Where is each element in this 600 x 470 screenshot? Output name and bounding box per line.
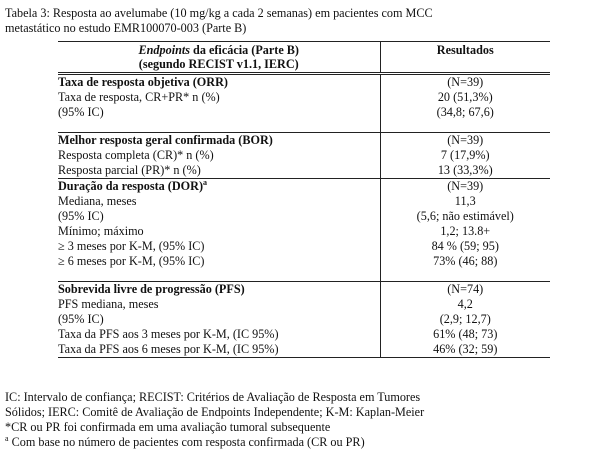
pfs-title: Sobrevida livre de progressão (PFS) bbox=[58, 282, 380, 298]
footnote-a-mark: a bbox=[5, 433, 9, 443]
table-row bbox=[58, 90, 550, 105]
footnote-abbrev-line-2: Sólidos; IERC: Comitê de Avaliação de Endpoints Independente; K-M: Kaplan-Meier bbox=[5, 405, 425, 419]
header-endpoints-line2: (segundo RECIST v1.1, IERC) bbox=[138, 57, 299, 71]
row-value: 73% (46; 88) bbox=[433, 254, 498, 268]
pfs-title-row bbox=[58, 282, 550, 298]
bor-n: (N=39) bbox=[380, 133, 550, 149]
table-row bbox=[58, 209, 550, 224]
header-endpoints-italic: Endpoints bbox=[138, 43, 190, 57]
row-value: 84 % (59; 95) bbox=[431, 239, 499, 253]
row-value: 20 (51,3%) bbox=[437, 90, 493, 104]
row-value: 46% (32; 59) bbox=[380, 342, 550, 358]
orr-title: Taxa de resposta objetiva (ORR) bbox=[58, 74, 380, 91]
dor-footnote-mark: a bbox=[203, 177, 208, 187]
dor-n: (N=39) bbox=[380, 179, 550, 195]
row-label: Taxa da PFS aos 3 meses por K-M, (IC 95%) bbox=[58, 327, 380, 342]
header-endpoints bbox=[58, 42, 380, 74]
spacer-row bbox=[58, 269, 550, 282]
row-value: (34,8; 67,6) bbox=[436, 105, 494, 119]
table-row bbox=[58, 239, 550, 254]
row-value: (5,6; não estimável) bbox=[416, 209, 514, 223]
row-label: (95% IC) bbox=[58, 209, 380, 224]
spacer-row bbox=[58, 120, 550, 133]
row-value: 7 (17,9%) bbox=[440, 148, 490, 162]
table-row bbox=[58, 297, 550, 312]
footnote-abbrev-line-1: IC: Intervalo de confiança; RECIST: Critérios de Avaliação de Resposta em Tumores bbox=[5, 390, 421, 404]
table-caption bbox=[5, 6, 595, 35]
row-label: Mínimo; máximo bbox=[58, 224, 380, 239]
row-value: 13 (33,3%) bbox=[437, 163, 493, 177]
efficacy-table bbox=[58, 41, 550, 358]
pfs-n: (N=74) bbox=[380, 282, 550, 298]
dor-title bbox=[58, 179, 380, 195]
bor-title-row bbox=[58, 133, 550, 149]
dor-title-text: Duração da resposta (DOR) bbox=[58, 179, 204, 193]
table-row bbox=[58, 163, 550, 179]
row-label: ≥ 3 meses por K-M, (95% IC) bbox=[58, 239, 380, 254]
row-label: Resposta completa (CR)* n (%) bbox=[58, 148, 380, 163]
row-label: Taxa da PFS aos 6 meses por K-M, (IC 95%) bbox=[58, 342, 380, 358]
row-value: 11,3 bbox=[454, 194, 476, 208]
row-value: 61% (48; 73) bbox=[433, 327, 498, 341]
caption-line-2: metastático no estudo EMR100070-003 (Parte B) bbox=[5, 20, 247, 35]
orr-n: (N=39) bbox=[447, 75, 484, 89]
table-row bbox=[58, 224, 550, 239]
table-row bbox=[58, 105, 550, 120]
row-value: 1,2; 13.8+ bbox=[440, 224, 491, 238]
bor-title: Melhor resposta geral confirmada (BOR) bbox=[58, 133, 380, 149]
row-label: (95% IC) bbox=[58, 312, 380, 327]
row-value: 4,2 bbox=[457, 297, 473, 311]
footnote-star: *CR ou PR foi confirmada em uma avaliação tumoral subsequente bbox=[5, 420, 331, 434]
table-row bbox=[58, 254, 550, 269]
header-endpoints-rest: da eficácia (Parte B) bbox=[190, 43, 299, 57]
row-label: PFS mediana, meses bbox=[58, 297, 380, 312]
caption-line-1: Tabela 3: Resposta ao avelumabe (10 mg/kg a cada 2 semanas) em pacientes com MCC bbox=[5, 6, 433, 20]
table-row bbox=[58, 342, 550, 358]
footnote-a bbox=[5, 435, 595, 450]
table-row bbox=[58, 312, 550, 327]
row-value: (2,9; 12,7) bbox=[439, 312, 491, 326]
row-label: ≥ 6 meses por K-M, (95% IC) bbox=[58, 254, 380, 269]
dor-title-row bbox=[58, 179, 550, 195]
row-label: Resposta parcial (PR)* n (%) bbox=[58, 163, 380, 179]
table-row bbox=[58, 148, 550, 163]
table-row bbox=[58, 194, 550, 209]
table-footnotes bbox=[5, 390, 595, 450]
footnote-a-text: Com base no número de pacientes com resposta confirmada (CR ou PR) bbox=[8, 435, 365, 449]
row-label: Taxa de resposta, CR+PR* n (%) bbox=[58, 90, 380, 105]
header-results: Resultados bbox=[380, 42, 550, 74]
table-header-row bbox=[58, 42, 550, 74]
table-row bbox=[58, 327, 550, 342]
row-label: (95% IC) bbox=[58, 105, 380, 120]
orr-title-row bbox=[58, 74, 550, 91]
row-label: Mediana, meses bbox=[58, 194, 380, 209]
